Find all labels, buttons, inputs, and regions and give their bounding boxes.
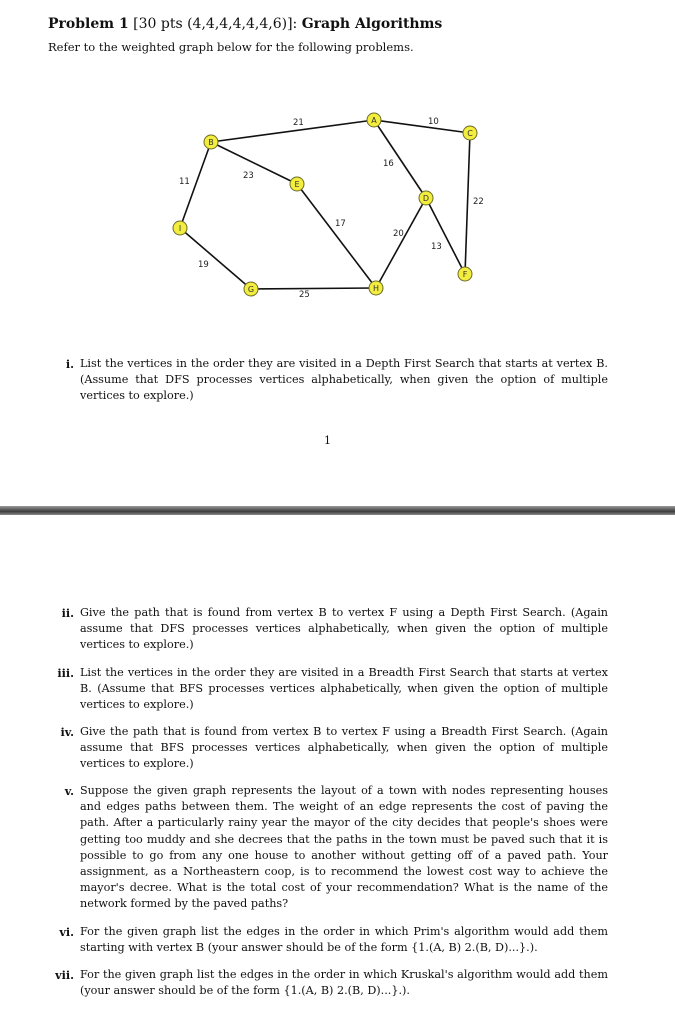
edge-E-H: [297, 184, 376, 288]
weighted-graph: [0, 100, 675, 310]
weight-A-C: 10: [428, 117, 439, 127]
node-B: [204, 135, 218, 149]
edge-A-D: [374, 120, 426, 198]
page-1: [0, 0, 675, 506]
question-iv: iv. Give the path that is found from vertex B to vertex F using a Breadth First Search. (Again assume that BFS processes vertices alphabetically, when given the option of multiple vertices to explore.): [60, 725, 608, 771]
weight-E-H: 17: [335, 219, 346, 229]
question-vi: vi. For the given graph list the edges in the order in which Prim's algorithm would add them starting with vertex B (your answer should be of the form {1.(A, B) 2.(B, D)...}.).: [59, 925, 608, 955]
page-number: 1: [324, 434, 331, 447]
node-D: [419, 191, 433, 205]
edge-G-H: [251, 288, 376, 289]
weight-C-F: 22: [473, 197, 484, 207]
node-H: [369, 281, 383, 295]
page-separator: [0, 506, 675, 515]
weight-D-F: 13: [431, 242, 442, 252]
svg-text:C: C: [467, 129, 473, 138]
svg-text:F: F: [462, 270, 468, 279]
node-I: [173, 221, 187, 235]
weight-B-A: 21: [293, 118, 304, 128]
weight-B-E: 23: [243, 171, 254, 181]
question-i: i. List the vertices in the order they are visited in a Depth First Search that starts at vertex B. (Assume that DFS processes vertices alphabetically, when given the option of multiple vertices to explore.): [65, 357, 608, 403]
svg-text:H: H: [372, 284, 380, 293]
question-vii: vii. For the given graph list the edges in the order in which Kruskal's algorithm would add them (your answer should be of the form {1.(A, B) 2.(B, D)...}.).: [55, 968, 608, 998]
edge-D-F: [426, 198, 465, 274]
svg-text:D: D: [422, 194, 430, 203]
node-F: [458, 267, 472, 281]
node-G: [244, 282, 258, 296]
weight-A-D: 16: [383, 159, 394, 169]
weight-D-H: 20: [393, 229, 404, 239]
node-A: [367, 113, 381, 127]
edge-A-C: [374, 120, 470, 133]
question-v: v. Suppose the given graph represents the layout of a town with nodes representing houses and edges paths between them. The weight of an edge represents the cost of paving the path. After a particularly rainy year the mayor of the city decides that people's shoes were getting too muddy and she decrees that the paths in the town must be paved such that it is possible to go from any one house to another without getting off of a paved path. Your assignment, as a Northeastern coop, is to recommend the lowest cost way to achieve the mayor's decree. What is the total cost of your recommendation? What is the name of the network formed by the paved paths?: [64, 784, 608, 911]
edge-B-E: [211, 142, 297, 184]
svg-text:A: A: [371, 116, 377, 125]
question-iii: iii. List the vertices in the order they are visited in a Breadth First Search that starts at vertex B. (Assume that BFS processes vertices alphabetically, when given the option of multiple vertices to explore.): [57, 666, 608, 712]
problem-title: Problem 1 [30 pts (4,4,4,4,4,4,6)]: Graph Algorithms: [48, 16, 443, 32]
edge-D-H: [376, 198, 426, 288]
problem-subtitle: Refer to the weighted graph below for the following problems.: [48, 40, 414, 54]
weight-B-I: 11: [179, 177, 190, 187]
svg-text:I: I: [178, 224, 182, 233]
weight-G-H: 25: [299, 290, 310, 300]
svg-text:G: G: [247, 285, 255, 294]
node-E: [290, 177, 304, 191]
weight-I-G: 19: [198, 260, 209, 270]
edge-C-F: [465, 133, 470, 274]
page-2: [0, 515, 675, 1024]
edge-I-G: [180, 228, 251, 289]
question-ii: ii. Give the path that is found from vertex B to vertex F using a Depth First Search. (Again assume that DFS processes vertices alphabetically, when given the option of multiple vertices to explore.): [61, 606, 608, 652]
svg-text:E: E: [294, 180, 300, 189]
node-C: [463, 126, 477, 140]
svg-text:B: B: [208, 138, 214, 147]
